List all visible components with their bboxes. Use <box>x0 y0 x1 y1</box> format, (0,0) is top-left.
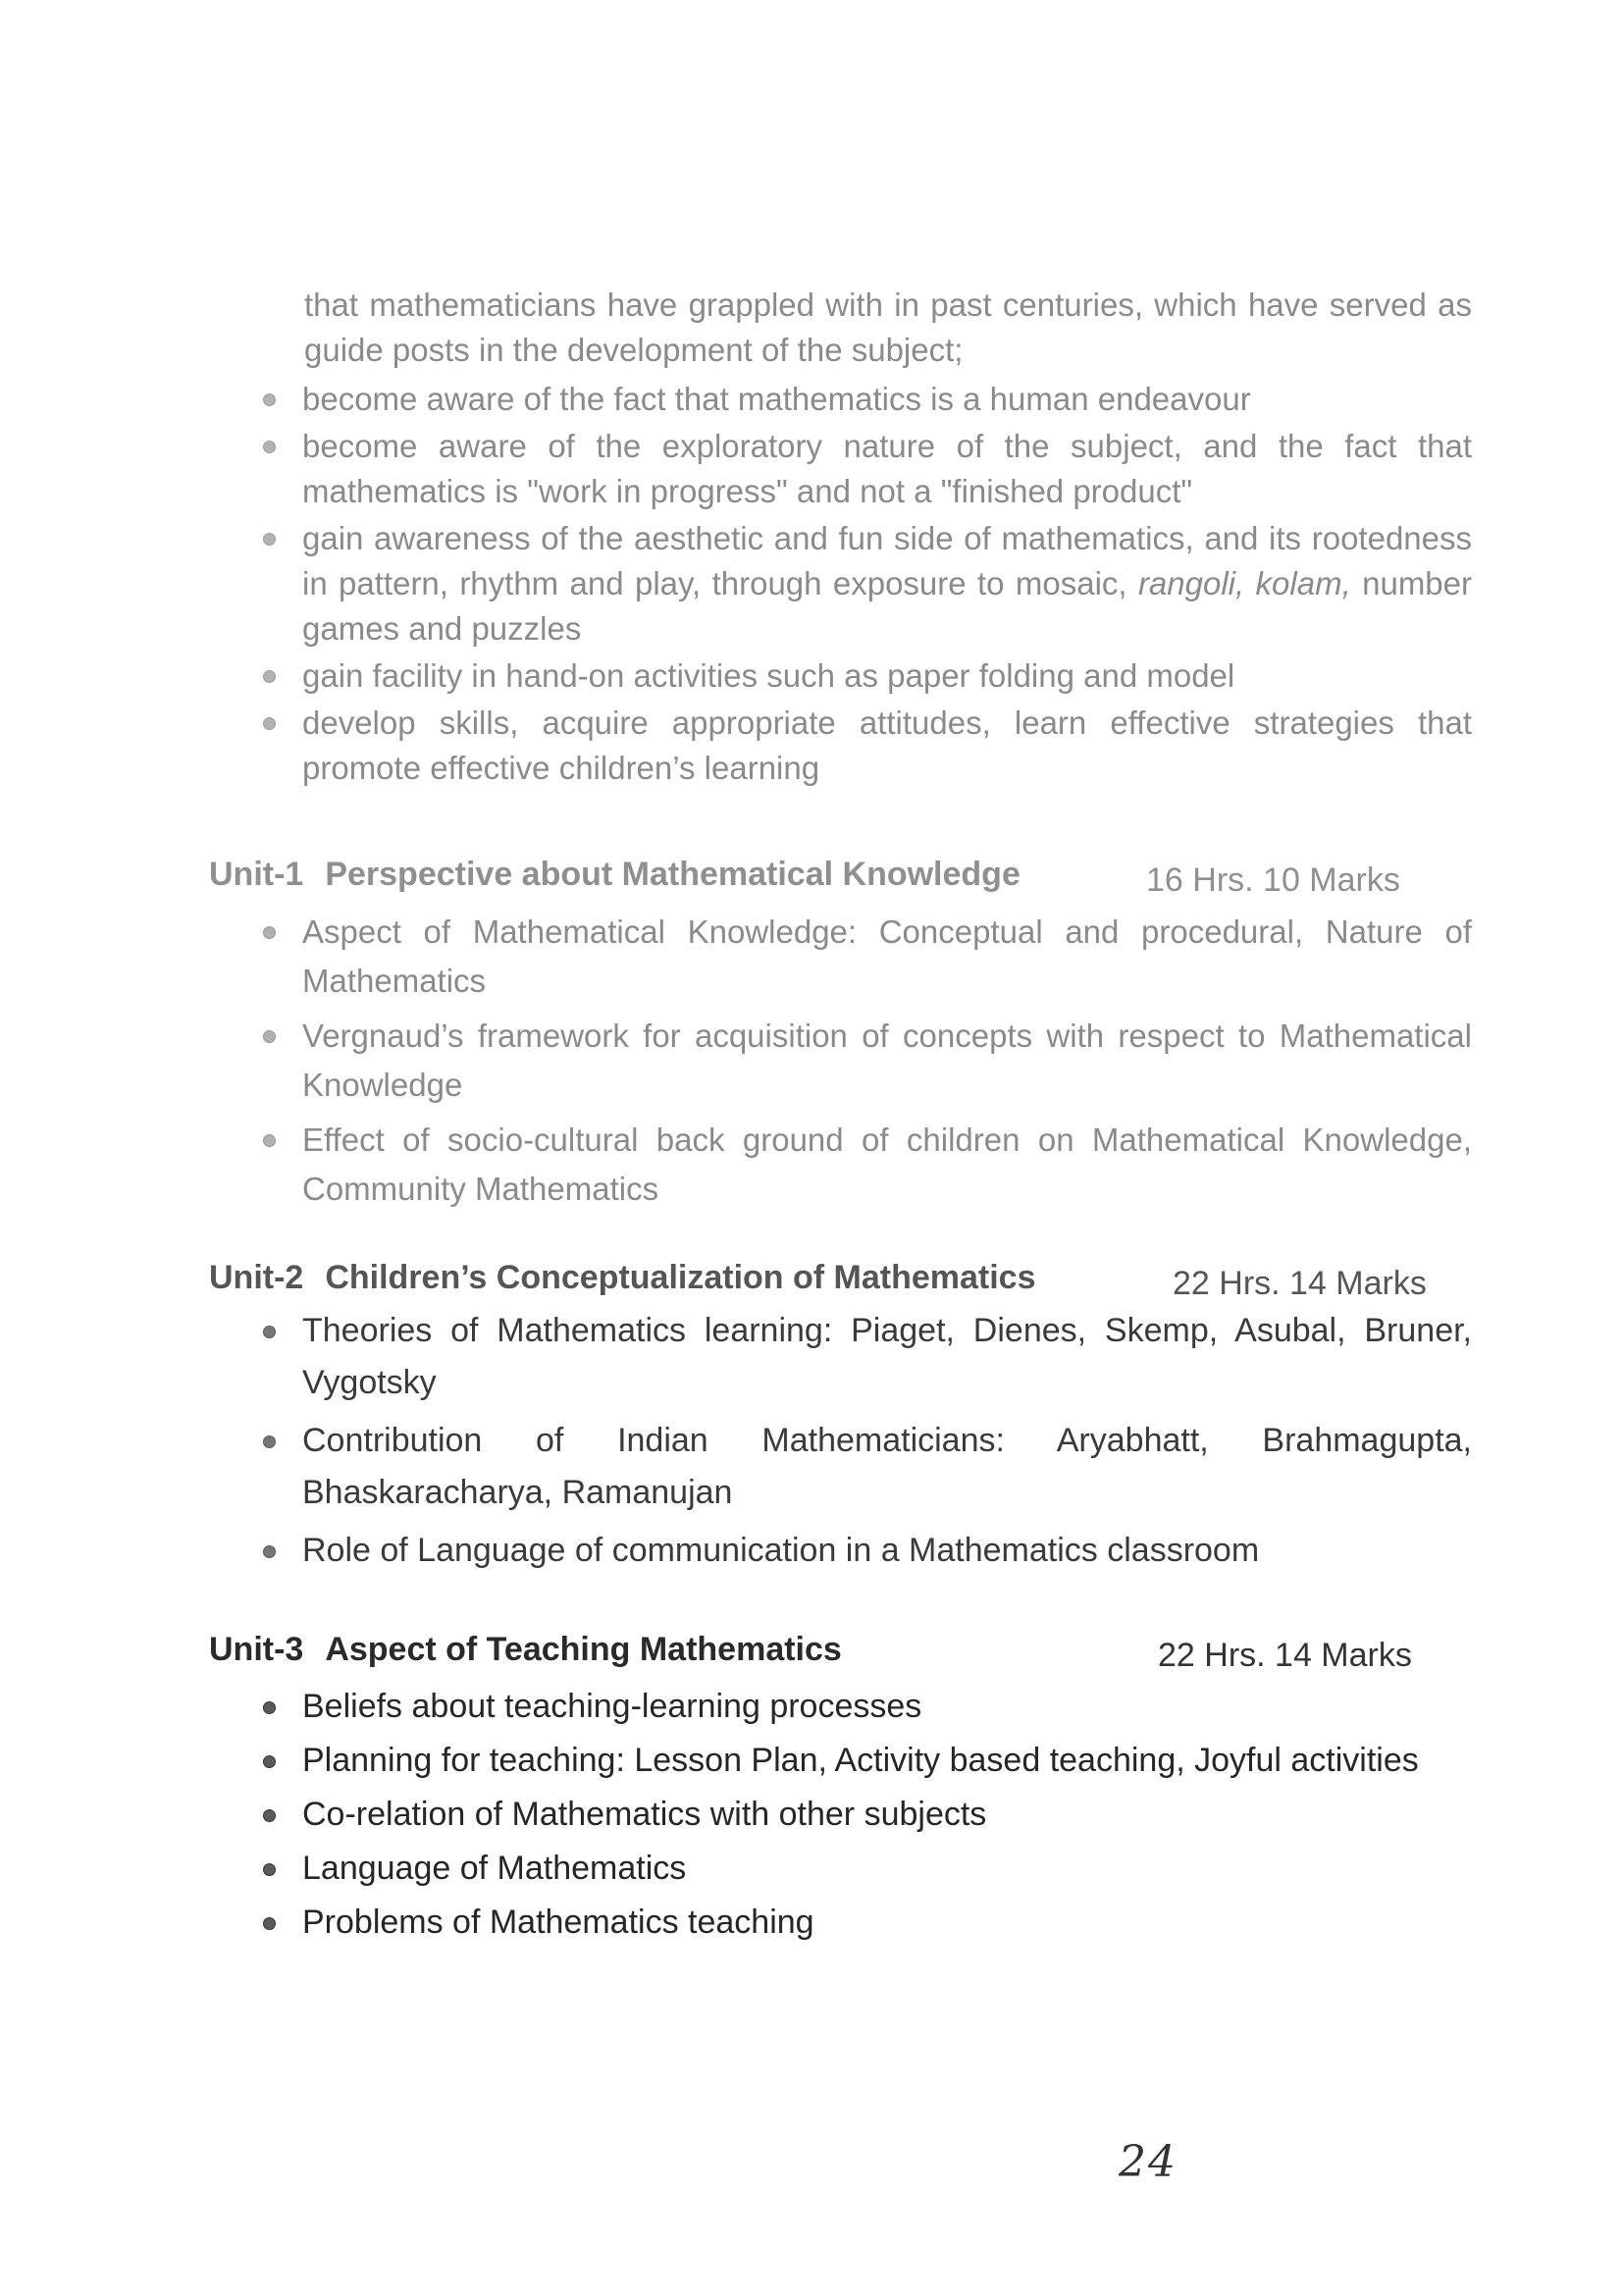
unit-number: Unit-2 <box>209 1259 304 1296</box>
unit-heading <box>209 1259 1036 1297</box>
list-item <box>263 653 1472 699</box>
unit-hours-marks: 16 Hrs. 10 Marks <box>1146 861 1400 899</box>
page-number: 24 <box>1119 2137 1178 2187</box>
continuation-paragraph: that mathematicians have grappled with in past centuries, which have served as guide posts in the development of the subject; <box>304 287 1472 368</box>
unit-topics-list <box>263 1305 1472 1583</box>
list-item-text: Problems of Mathematics teaching <box>302 1904 814 1941</box>
list-item-text: number games and puzzles <box>302 565 1473 647</box>
bullet-icon <box>263 441 276 453</box>
list-item <box>263 1012 1472 1110</box>
list-item <box>263 1788 1472 1842</box>
bullet-icon <box>263 1755 276 1768</box>
list-item <box>263 1305 1472 1409</box>
bullet-icon <box>263 1545 276 1558</box>
list-item <box>263 1680 1472 1734</box>
list-item-text: Beliefs about teaching-learning processes <box>302 1688 922 1725</box>
unit-heading <box>209 856 1021 894</box>
list-item <box>263 1415 1472 1519</box>
list-item <box>263 1734 1472 1788</box>
list-item <box>263 377 1472 422</box>
bullet-icon <box>263 717 276 730</box>
bullet-icon <box>263 1326 276 1338</box>
unit-hours-marks: 22 Hrs. 14 Marks <box>1173 1265 1427 1302</box>
unit-number: Unit-3 <box>209 1631 304 1668</box>
list-item-text: Effect of socio-cultural back ground of children on Mathematical Knowledge, Community Mathematics <box>302 1122 1472 1207</box>
bullet-icon <box>263 533 276 546</box>
list-item-text: Contribution of Indian Mathematicians: Aryabhatt, Brahmagupta, Bhaskaracharya, Ramanujan <box>302 1422 1472 1511</box>
list-item <box>263 908 1472 1006</box>
list-item-text: become aware of the fact that mathematics is a human endeavour <box>302 381 1251 417</box>
bullet-icon <box>263 1030 276 1043</box>
unit-title: Children’s Conceptualization of Mathematics <box>325 1259 1036 1296</box>
list-item <box>263 1116 1472 1214</box>
list-item <box>263 516 1472 652</box>
objectives-list <box>263 377 1472 793</box>
bullet-icon <box>263 1435 276 1448</box>
list-item-text: gain facility in hand-on activities such as paper folding and model <box>302 657 1235 694</box>
list-item-text: Planning for teaching: Lesson Plan, Activity based teaching, Joyful activities <box>302 1742 1419 1779</box>
unit-topics-list <box>263 1680 1472 1950</box>
unit-number: Unit-1 <box>209 856 304 893</box>
unit-heading <box>209 1631 842 1669</box>
list-item <box>263 1896 1472 1950</box>
list-item <box>263 424 1472 514</box>
list-item-text: Vergnaud’s framework for acquisition of concepts with respect to Mathematical Knowledge <box>302 1018 1472 1103</box>
bullet-icon <box>263 670 276 683</box>
list-item-text: Role of Language of communication in a Mathematics classroom <box>302 1532 1260 1569</box>
list-item <box>263 1842 1472 1896</box>
bullet-icon <box>263 1863 276 1876</box>
list-item-text: Language of Mathematics <box>302 1850 687 1887</box>
bullet-icon <box>263 1809 276 1822</box>
bullet-icon <box>263 1917 276 1930</box>
list-item-text: Aspect of Mathematical Knowledge: Conceptual and procedural, Nature of Mathematics <box>302 913 1472 999</box>
list-item-text: Co-relation of Mathematics with other subjects <box>302 1796 987 1833</box>
list-item-italic-text: kolam, <box>1255 565 1351 601</box>
list-item-text: Theories of Mathematics learning: Piaget, Dienes, Skemp, Asubal, Bruner, Vygotsky <box>302 1312 1472 1401</box>
unit-title: Aspect of Teaching Mathematics <box>325 1631 842 1668</box>
bullet-icon <box>263 393 276 406</box>
bullet-icon <box>263 1134 276 1147</box>
unit-title: Perspective about Mathematical Knowledge <box>325 856 1021 893</box>
list-item <box>263 1525 1472 1577</box>
bullet-icon <box>263 926 276 939</box>
list-item-text: develop skills, acquire appropriate attitudes, learn effective strategies that promote effective children’s learning <box>302 704 1472 786</box>
list-item-text: gain awareness of the aesthetic and fun side of mathematics, and its rootedness in pattern, rhythm and play, through exposure to mosaic, <box>302 520 1472 601</box>
bullet-icon <box>263 1701 276 1714</box>
list-item-text: become aware of the exploratory nature of the subject, and the fact that mathematics is "work in progress" and not a "finished product" <box>302 428 1472 509</box>
unit-hours-marks: 22 Hrs. 14 Marks <box>1158 1637 1412 1674</box>
unit-topics-list <box>263 908 1472 1220</box>
list-item <box>263 701 1472 791</box>
list-item-italic-text: rangoli, <box>1137 565 1245 601</box>
